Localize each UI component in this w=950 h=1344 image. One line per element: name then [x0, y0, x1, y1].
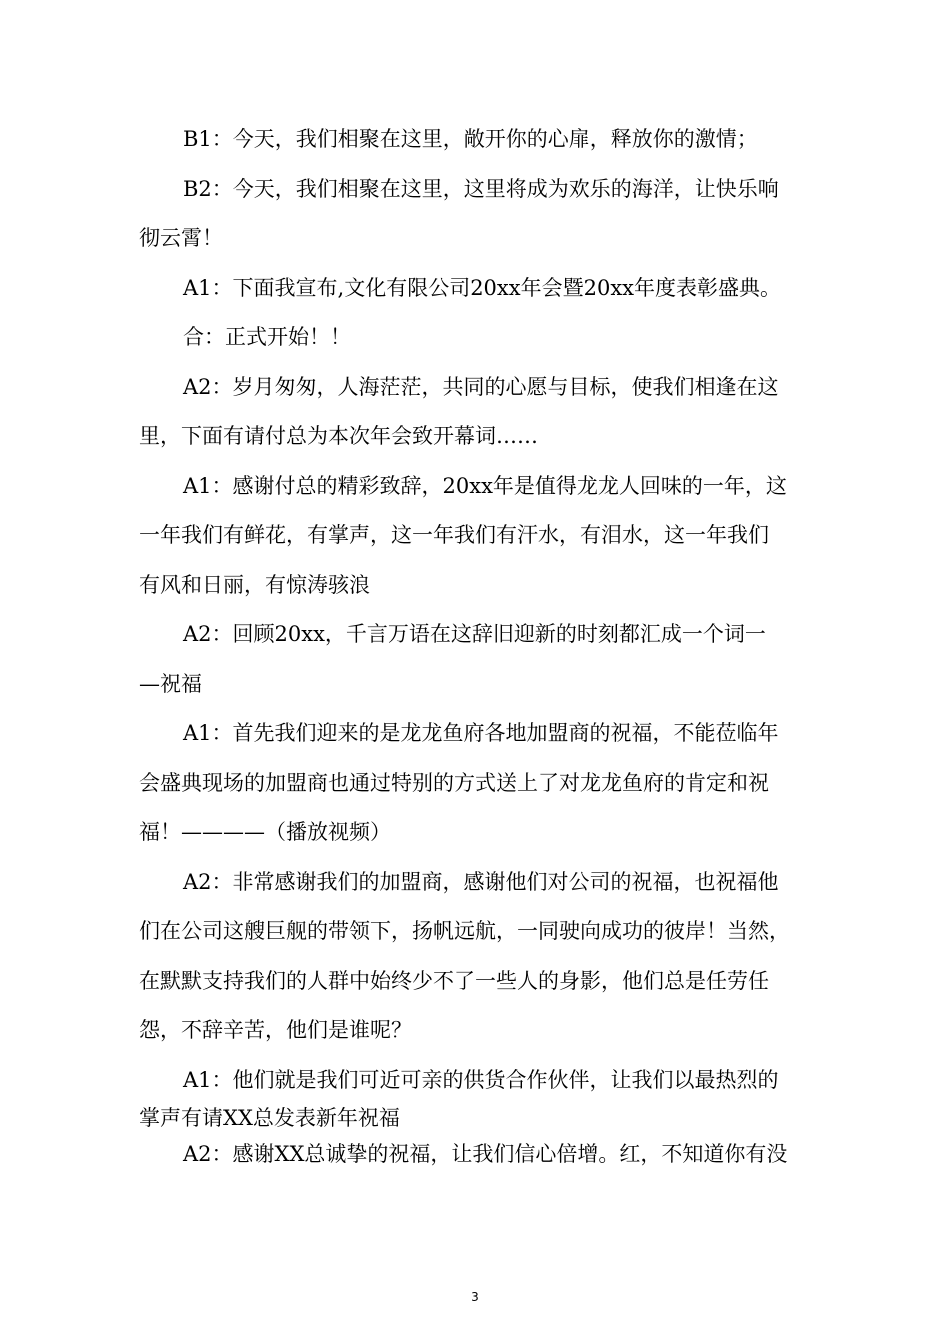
text-line: A1：下面我宣布,文化有限公司20xx年会暨20xx年度表彰盛典。: [183, 276, 782, 300]
text-line: A2：回顾20xx，千言万语在这辞旧迎新的时刻都汇成一个词一: [183, 622, 766, 646]
text-line: 彻云霄！: [139, 226, 223, 250]
text-line: —祝福: [139, 672, 202, 696]
text-line: A1：他们就是我们可近可亲的供货合作伙伴，让我们以最热烈的: [183, 1068, 779, 1092]
text-line: A1：首先我们迎来的是龙龙鱼府各地加盟商的祝福，不能莅临年: [183, 721, 779, 745]
text-line: 会盛典现场的加盟商也通过特别的方式送上了对龙龙鱼府的肯定和祝: [139, 771, 769, 795]
page-number: 3: [471, 1290, 479, 1304]
text-line: 在默默支持我们的人群中始终少不了一些人的身影，他们总是任劳任: [139, 969, 769, 993]
text-line: A1：感谢付总的精彩致辞，20xx年是值得龙龙人回味的一年，这: [183, 474, 787, 498]
text-line: A2：感谢XX总诚挚的祝福，让我们信心倍增。红，不知道你有没: [183, 1142, 788, 1166]
text-line: 一年我们有鲜花，有掌声，这一年我们有汗水，有泪水，这一年我们: [139, 523, 769, 547]
text-line: 福！————（播放视频）: [139, 820, 391, 844]
text-line: B2：今天，我们相聚在这里，这里将成为欢乐的海洋，让快乐响: [183, 177, 779, 201]
text-line: 怨，不辞辛苦，他们是谁呢？: [139, 1018, 412, 1042]
text-line: A2：非常感谢我们的加盟商，感谢他们对公司的祝福，也祝福他: [183, 870, 779, 894]
text-line: 里，下面有请付总为本次年会致开幕词……: [139, 424, 538, 448]
text-line: A2：岁月匆匆，人海茫茫，共同的心愿与目标，使我们相逢在这: [183, 375, 779, 399]
text-line: 掌声有请XX总发表新年祝福: [139, 1106, 400, 1130]
text-line: 有风和日丽，有惊涛骇浪: [139, 573, 370, 597]
text-line: 们在公司这艘巨舰的带领下，扬帆远航，一同驶向成功的彼岸！当然，: [139, 919, 790, 943]
text-line: 合：正式开始！！: [183, 325, 351, 349]
text-line: B1：今天，我们相聚在这里，敞开你的心扉，释放你的激情；: [183, 127, 758, 151]
